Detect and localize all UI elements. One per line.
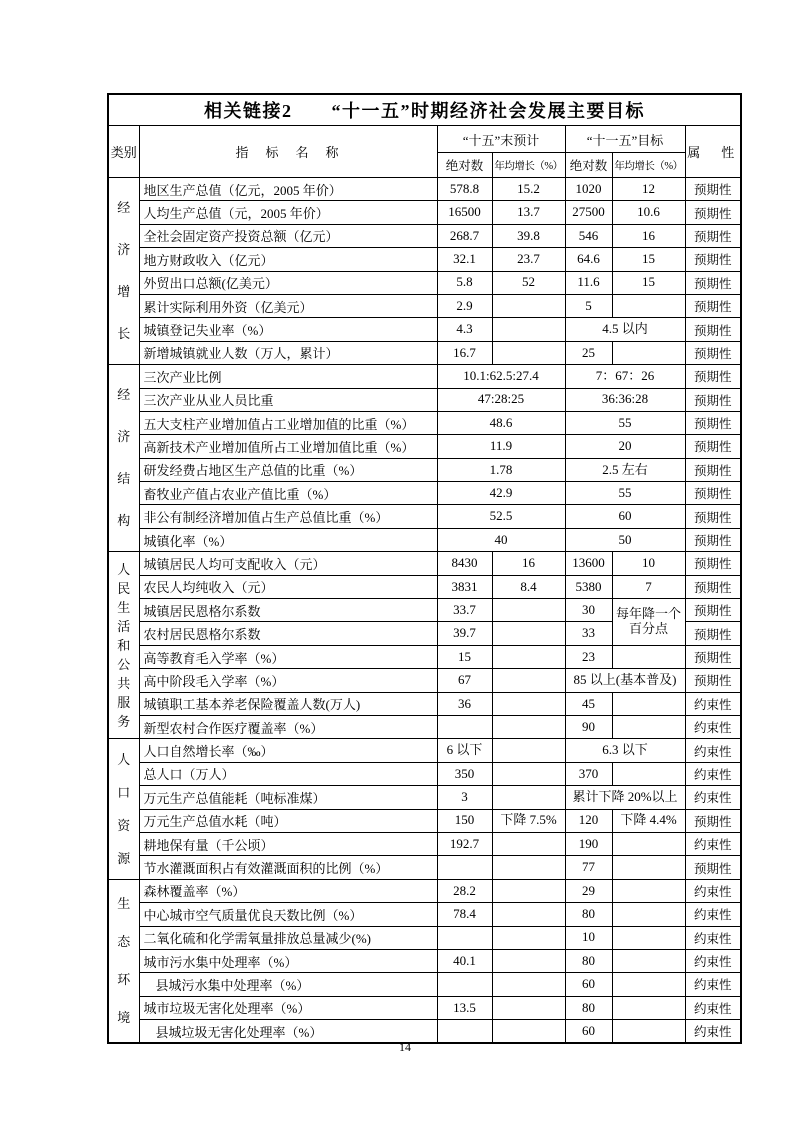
- indicator-cell: 地区生产总值（亿元，2005 年价）: [139, 178, 437, 201]
- value-cell: 55: [565, 482, 685, 505]
- indicator-cell: 高等教育毛入学率（%）: [139, 645, 437, 668]
- attribute-cell: 约束性: [685, 949, 741, 972]
- indicator-cell: 累计实际利用外资（亿美元）: [139, 294, 437, 317]
- value-cell: 20: [565, 435, 685, 458]
- attribute-cell: 预期性: [685, 435, 741, 458]
- value-cell: [612, 879, 685, 902]
- value-cell: 42.9: [437, 482, 565, 505]
- value-cell: [492, 926, 565, 949]
- value-cell: 47:28:25: [437, 388, 565, 411]
- table-row: [108, 552, 741, 575]
- table-row: [108, 224, 741, 247]
- attribute-cell: 预期性: [685, 294, 741, 317]
- indicator-cell: 城镇居民人均可支配收入（元）: [139, 552, 437, 575]
- value-cell: [612, 949, 685, 972]
- table-row: [108, 645, 741, 668]
- indicator-cell: 县城垃圾无害化处理率（%）: [139, 1020, 437, 1043]
- table-row: [108, 926, 741, 949]
- value-cell: 29: [565, 879, 612, 902]
- table-row: [108, 879, 741, 902]
- header-absolute-11th: 绝对数: [565, 153, 612, 178]
- table-row: [108, 832, 741, 855]
- attribute-cell: 约束性: [685, 879, 741, 902]
- table-row: [108, 715, 741, 738]
- table-row: [108, 739, 741, 762]
- value-cell: [612, 645, 685, 668]
- value-cell: 16500: [437, 201, 492, 224]
- value-cell: 370: [565, 762, 612, 785]
- attribute-cell: 约束性: [685, 692, 741, 715]
- indicator-cell: 万元生产总值水耗（吨）: [139, 809, 437, 832]
- attribute-cell: 预期性: [685, 318, 741, 341]
- value-cell: [492, 622, 565, 645]
- attribute-cell: 预期性: [685, 622, 741, 645]
- value-cell: [492, 949, 565, 972]
- attribute-cell: 预期性: [685, 599, 741, 622]
- value-cell: [492, 903, 565, 926]
- value-cell: 45: [565, 692, 612, 715]
- value-cell: 3831: [437, 575, 492, 598]
- attribute-cell: 约束性: [685, 739, 741, 762]
- value-cell: 12: [612, 178, 685, 201]
- value-cell: 5: [565, 294, 612, 317]
- page-number: 14: [399, 1040, 411, 1054]
- value-cell: 48.6: [437, 411, 565, 434]
- table-row: [108, 411, 741, 434]
- table-row: [108, 248, 741, 271]
- value-cell: 32.1: [437, 248, 492, 271]
- table-row: [108, 294, 741, 317]
- value-cell: [437, 856, 492, 879]
- indicator-cell: 中心城市空气质量优良天数比例（%）: [139, 903, 437, 926]
- value-cell: 16: [492, 552, 565, 575]
- value-cell: 2.9: [437, 294, 492, 317]
- table-row: [108, 341, 741, 364]
- header-attribute: 属 性: [685, 126, 741, 178]
- attribute-cell: 预期性: [685, 341, 741, 364]
- indicator-cell: 新型农村合作医疗覆盖率（%）: [139, 715, 437, 738]
- table-row: [108, 482, 741, 505]
- indicator-cell: 畜牧业产值占农业产值比重（%）: [139, 482, 437, 505]
- title-row: [108, 94, 741, 126]
- attribute-cell: 约束性: [685, 832, 741, 855]
- table-row: [108, 973, 741, 996]
- table-row: [108, 178, 741, 201]
- value-cell: 4.5 以内: [565, 318, 685, 341]
- indicator-cell: 非公有制经济增加值占生产总值比重（%）: [139, 505, 437, 528]
- attribute-cell: 预期性: [685, 388, 741, 411]
- attribute-cell: 预期性: [685, 552, 741, 575]
- indicator-cell: 研发经费占地区生产总值的比重（%）: [139, 458, 437, 481]
- value-cell: 1.78: [437, 458, 565, 481]
- category-cell: [108, 739, 139, 879]
- table-row: [108, 458, 741, 481]
- indicator-cell: 农民人均纯收入（元）: [139, 575, 437, 598]
- value-cell: 11.6: [565, 271, 612, 294]
- category-label: 生态环境: [117, 895, 131, 1025]
- category-label: 人口资源: [117, 752, 131, 867]
- indicator-cell: 新增城镇就业人数（万人，累计）: [139, 341, 437, 364]
- table-row: [108, 856, 741, 879]
- attribute-cell: 预期性: [685, 645, 741, 668]
- attribute-cell: 预期性: [685, 201, 741, 224]
- value-cell: [492, 832, 565, 855]
- attribute-cell: 预期性: [685, 458, 741, 481]
- value-cell: 5.8: [437, 271, 492, 294]
- value-cell: [492, 973, 565, 996]
- indicator-cell: 城市污水集中处理率（%）: [139, 949, 437, 972]
- value-cell: 下降 4.4%: [612, 809, 685, 832]
- targets-table: [107, 93, 742, 1044]
- attribute-cell: 约束性: [685, 903, 741, 926]
- table-header: [108, 94, 741, 178]
- value-cell: 16: [612, 224, 685, 247]
- value-cell: 268.7: [437, 224, 492, 247]
- value-cell: 累计下降 20%以上: [565, 786, 685, 809]
- table-row: [108, 996, 741, 1019]
- value-cell: 50: [565, 528, 685, 551]
- attribute-cell: 约束性: [685, 926, 741, 949]
- attribute-cell: 约束性: [685, 715, 741, 738]
- indicator-cell: 五大支柱产业增加值占工业增加值的比重（%）: [139, 411, 437, 434]
- value-cell: 13600: [565, 552, 612, 575]
- value-cell: 40.1: [437, 949, 492, 972]
- value-cell: 39.8: [492, 224, 565, 247]
- table-row: [108, 271, 741, 294]
- value-cell: [437, 926, 492, 949]
- category-label: 经济增长: [117, 200, 131, 342]
- table-row: [108, 809, 741, 832]
- header-group-11th-plan: “十一五”目标: [565, 126, 685, 153]
- indicator-cell: 城镇登记失业率（%）: [139, 318, 437, 341]
- value-cell: [492, 645, 565, 668]
- value-cell: [612, 341, 685, 364]
- value-cell: [612, 832, 685, 855]
- table-row: [108, 949, 741, 972]
- value-cell: 6 以下: [437, 739, 492, 762]
- value-cell: 39.7: [437, 622, 492, 645]
- indicator-cell: 农村居民恩格尔系数: [139, 622, 437, 645]
- indicator-cell: 三次产业比例: [139, 365, 437, 388]
- indicator-cell: 节水灌溉面积占有效灌溉面积的比例（%）: [139, 856, 437, 879]
- header-group-10th-plan: “十五”末预计: [437, 126, 565, 153]
- attribute-cell: 预期性: [685, 365, 741, 388]
- value-cell: 78.4: [437, 903, 492, 926]
- value-cell: 90: [565, 715, 612, 738]
- value-cell: 60: [565, 1020, 612, 1043]
- table-row: [108, 599, 741, 622]
- indicator-cell: 二氧化硫和化学需氧量排放总量减少(%): [139, 926, 437, 949]
- attribute-cell: 预期性: [685, 224, 741, 247]
- attribute-cell: 预期性: [685, 248, 741, 271]
- indicator-cell: 人口自然增长率（‰）: [139, 739, 437, 762]
- indicator-cell: 万元生产总值能耗（吨标准煤）: [139, 786, 437, 809]
- value-cell: 85 以上(基本普及): [565, 669, 685, 692]
- value-cell: [492, 294, 565, 317]
- value-cell: [492, 669, 565, 692]
- indicator-cell: 城镇化率（%）: [139, 528, 437, 551]
- value-cell: 1020: [565, 178, 612, 201]
- value-cell: [612, 692, 685, 715]
- table-row: [108, 669, 741, 692]
- value-cell: 10: [565, 926, 612, 949]
- value-cell: [612, 294, 685, 317]
- value-cell: [612, 715, 685, 738]
- table-row: [108, 435, 741, 458]
- value-cell: 36: [437, 692, 492, 715]
- table-row: [108, 762, 741, 785]
- value-cell: 6.3 以下: [565, 739, 685, 762]
- category-label: 经济结构: [117, 387, 131, 529]
- value-cell: [492, 341, 565, 364]
- value-cell: [492, 715, 565, 738]
- indicator-cell: 城镇职工基本养老保险覆盖人数(万人): [139, 692, 437, 715]
- table-row: [108, 528, 741, 551]
- indicator-cell: 城镇居民恩格尔系数: [139, 599, 437, 622]
- value-cell: 下降 7.5%: [492, 809, 565, 832]
- value-cell: 10.1:62.5:27.4: [437, 365, 565, 388]
- header-row-groups: [108, 126, 741, 153]
- value-cell: 52.5: [437, 505, 565, 528]
- table-row: [108, 903, 741, 926]
- value-cell: 120: [565, 809, 612, 832]
- value-cell: 150: [437, 809, 492, 832]
- value-cell: 33: [565, 622, 612, 645]
- indicator-cell: 森林覆盖率（%）: [139, 879, 437, 902]
- value-cell: 15: [612, 271, 685, 294]
- value-cell: 7：67：26: [565, 365, 685, 388]
- value-cell: [492, 599, 565, 622]
- value-cell: 192.7: [437, 832, 492, 855]
- value-cell: 13.7: [492, 201, 565, 224]
- value-cell: 8.4: [492, 575, 565, 598]
- header-category: 类别: [108, 126, 139, 178]
- table-title: 相关链接2 “十一五”时期经济社会发展主要目标: [108, 94, 741, 126]
- attribute-cell: 约束性: [685, 973, 741, 996]
- value-cell: [612, 926, 685, 949]
- attribute-cell: 预期性: [685, 271, 741, 294]
- value-cell: 36:36:28: [565, 388, 685, 411]
- value-cell: 30: [565, 599, 612, 622]
- header-growth-10th: 年均增长（%）: [492, 153, 565, 178]
- value-cell: [492, 996, 565, 1019]
- value-cell: 33.7: [437, 599, 492, 622]
- value-cell: [492, 692, 565, 715]
- table-row: [108, 505, 741, 528]
- category-label: 人民生活和公共服务: [117, 561, 131, 729]
- value-cell: [492, 762, 565, 785]
- attribute-cell: 预期性: [685, 575, 741, 598]
- value-cell: [612, 973, 685, 996]
- value-cell: 350: [437, 762, 492, 785]
- value-cell: [492, 739, 565, 762]
- table-row: [108, 318, 741, 341]
- value-cell: 546: [565, 224, 612, 247]
- value-cell: [492, 786, 565, 809]
- value-cell: 64.6: [565, 248, 612, 271]
- value-cell: 10: [612, 552, 685, 575]
- table-row: [108, 201, 741, 224]
- value-cell: 3: [437, 786, 492, 809]
- value-cell: 60: [565, 973, 612, 996]
- attribute-cell: 预期性: [685, 669, 741, 692]
- indicator-cell: 外贸出口总额(亿美元）: [139, 271, 437, 294]
- indicator-cell: 总人口（万人）: [139, 762, 437, 785]
- value-cell: [437, 715, 492, 738]
- indicator-cell: 县城污水集中处理率（%）: [139, 973, 437, 996]
- value-cell: 67: [437, 669, 492, 692]
- header-growth-11th: 年均增长（%）: [612, 153, 685, 178]
- indicator-cell: 三次产业从业人员比重: [139, 388, 437, 411]
- value-cell: [612, 856, 685, 879]
- value-cell: 每年降一个百分点: [612, 599, 685, 646]
- value-cell: [492, 318, 565, 341]
- attribute-cell: 约束性: [685, 1020, 741, 1043]
- value-cell: 23.7: [492, 248, 565, 271]
- attribute-cell: 约束性: [685, 996, 741, 1019]
- value-cell: 80: [565, 996, 612, 1019]
- value-cell: 4.3: [437, 318, 492, 341]
- attribute-cell: 预期性: [685, 528, 741, 551]
- attribute-cell: 约束性: [685, 786, 741, 809]
- attribute-cell: 预期性: [685, 809, 741, 832]
- value-cell: [437, 973, 492, 996]
- value-cell: 40: [437, 528, 565, 551]
- category-cell: [108, 365, 139, 552]
- attribute-cell: 约束性: [685, 762, 741, 785]
- indicator-cell: 地方财政收入（亿元）: [139, 248, 437, 271]
- value-cell: 190: [565, 832, 612, 855]
- attribute-cell: 预期性: [685, 505, 741, 528]
- category-cell: [108, 879, 139, 1043]
- value-cell: 15.2: [492, 178, 565, 201]
- value-cell: 25: [565, 341, 612, 364]
- value-cell: 15: [612, 248, 685, 271]
- indicator-cell: 城市垃圾无害化处理率（%）: [139, 996, 437, 1019]
- value-cell: 578.8: [437, 178, 492, 201]
- indicator-cell: 耕地保有量（千公顷）: [139, 832, 437, 855]
- table-row: [108, 786, 741, 809]
- table-row: [108, 575, 741, 598]
- category-cell: [108, 552, 139, 739]
- value-cell: 7: [612, 575, 685, 598]
- value-cell: [612, 762, 685, 785]
- indicator-cell: 高中阶段毛入学率（%）: [139, 669, 437, 692]
- indicator-cell: 高新技术产业增加值所占工业增加值比重（%）: [139, 435, 437, 458]
- value-cell: 15: [437, 645, 492, 668]
- table-body: [108, 178, 741, 1043]
- value-cell: 23: [565, 645, 612, 668]
- value-cell: 16.7: [437, 341, 492, 364]
- value-cell: 2.5 左右: [565, 458, 685, 481]
- table-row: [108, 365, 741, 388]
- value-cell: 77: [565, 856, 612, 879]
- attribute-cell: 预期性: [685, 482, 741, 505]
- value-cell: 13.5: [437, 996, 492, 1019]
- value-cell: 55: [565, 411, 685, 434]
- value-cell: 10.6: [612, 201, 685, 224]
- value-cell: [492, 856, 565, 879]
- value-cell: 11.9: [437, 435, 565, 458]
- value-cell: 80: [565, 949, 612, 972]
- indicator-cell: 全社会固定资产投资总额（亿元）: [139, 224, 437, 247]
- table-row: [108, 388, 741, 411]
- attribute-cell: 预期性: [685, 856, 741, 879]
- category-cell: [108, 178, 139, 365]
- header-indicator: 指 标 名 称: [139, 126, 437, 178]
- value-cell: 27500: [565, 201, 612, 224]
- value-cell: 60: [565, 505, 685, 528]
- value-cell: 5380: [565, 575, 612, 598]
- attribute-cell: 预期性: [685, 178, 741, 201]
- value-cell: 80: [565, 903, 612, 926]
- value-cell: 52: [492, 271, 565, 294]
- value-cell: [612, 996, 685, 1019]
- value-cell: 28.2: [437, 879, 492, 902]
- header-absolute-10th: 绝对数: [437, 153, 492, 178]
- value-cell: [492, 879, 565, 902]
- attribute-cell: 预期性: [685, 411, 741, 434]
- indicator-cell: 人均生产总值（元，2005 年价）: [139, 201, 437, 224]
- value-cell: [612, 903, 685, 926]
- value-cell: 8430: [437, 552, 492, 575]
- table-row: [108, 692, 741, 715]
